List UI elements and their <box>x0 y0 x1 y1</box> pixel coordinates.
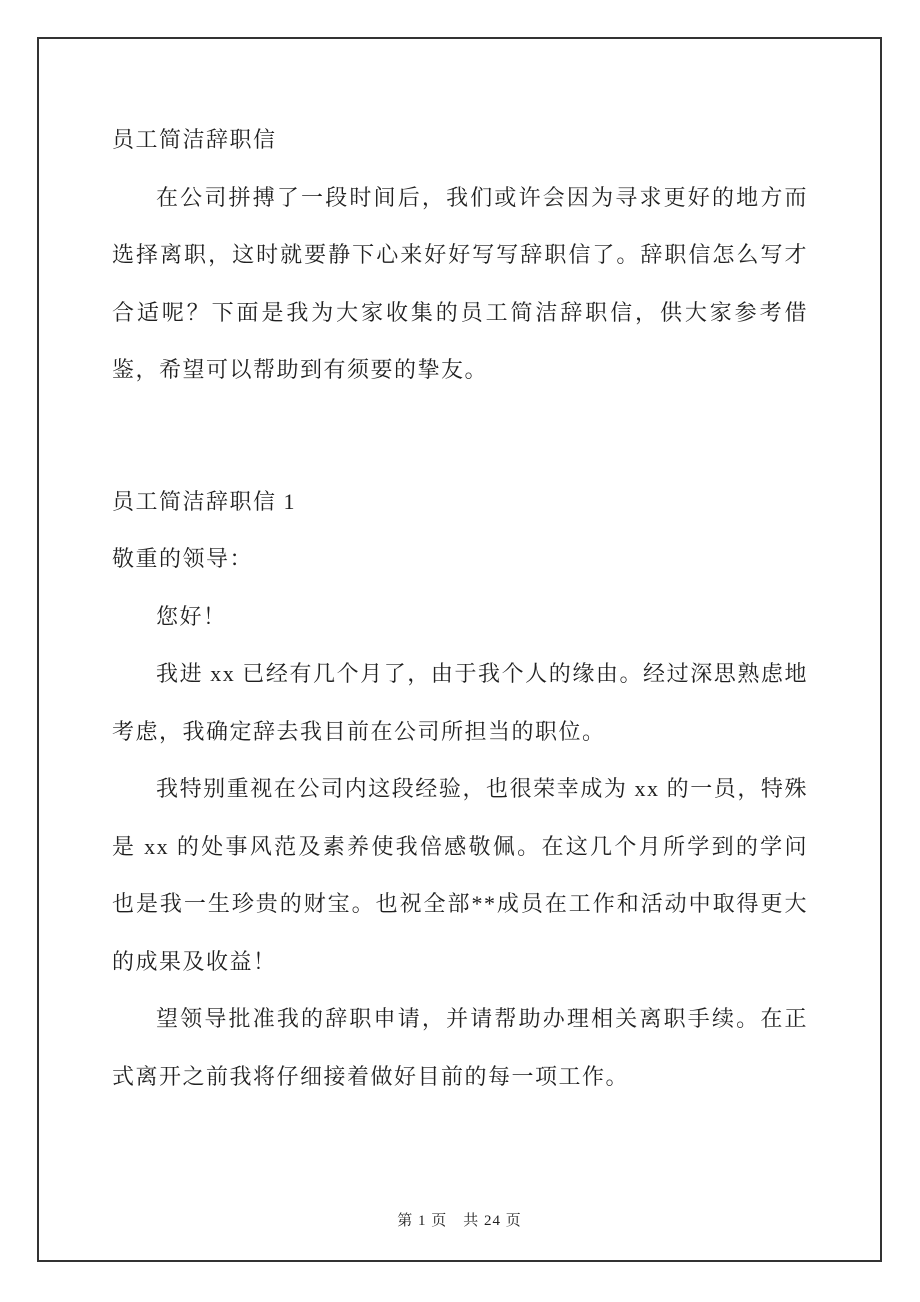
greeting-line: 您好！ <box>156 603 227 629</box>
intro-paragraph: 在公司拼搏了一段时间后，我们或许会因为寻求更好的地方而选择离职，这时就要静下心来好好写写辞职信了。辞职信怎么写才合适呢？下面是我为大家收集的员工简洁辞职信，供大家参考借鉴，希望可以帮助到有须要的挚友。 <box>112 184 808 382</box>
document-content <box>112 111 808 1105</box>
body-paragraph-2: 我特别重视在公司内这段经验，也很荣幸成为 xx 的一员，特殊是 xx 的处事风范及素养使我倍感敬佩。在这几个月所学到的学问也是我一生珍贵的财宝。也祝全部**成员在工作和活动中取得更大的成果及收益！ <box>112 776 808 974</box>
document-title: 员工简洁辞职信 <box>112 127 277 152</box>
salutation-line: 敬重的领导： <box>112 546 254 571</box>
page-number-footer: 第 1 页 共 24 页 <box>397 1213 522 1229</box>
document-page-frame <box>37 37 882 1262</box>
section-title: 员工简洁辞职信 1 <box>112 488 297 514</box>
body-paragraph-3: 望领导批准我的辞职申请，并请帮助办理相关离职手续。在正式离开之前我将仔细接着做好目前的每一项工作。 <box>112 1006 808 1089</box>
body-paragraph-1: 我进 xx 已经有几个月了，由于我个人的缘由。经过深思熟虑地考虑，我确定辞去我目前在公司所担当的职位。 <box>112 661 808 744</box>
